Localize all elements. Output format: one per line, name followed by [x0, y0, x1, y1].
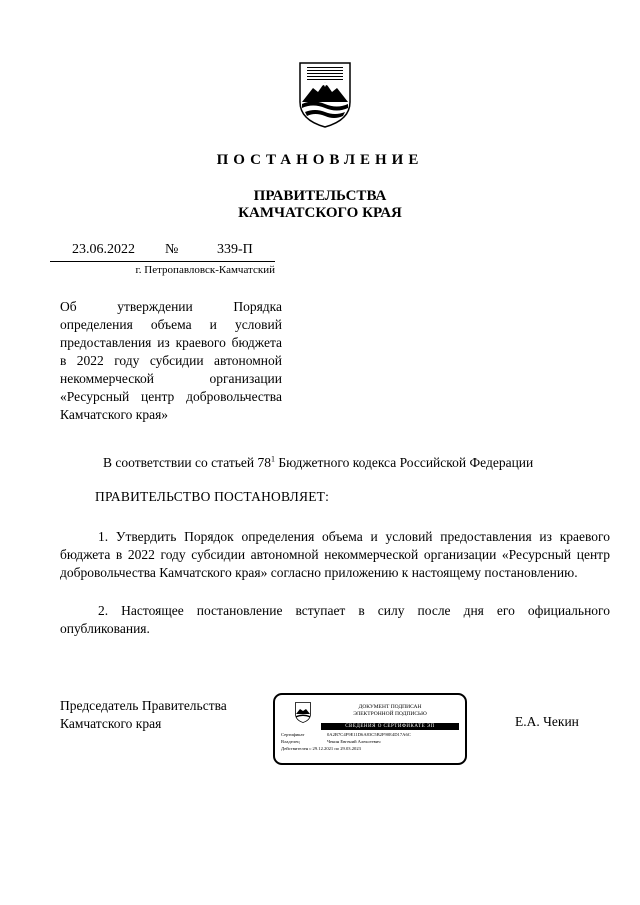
document-subject: Об утверждении Порядка определения объема и условий предоставления из краевого бюджета в 2022 году субсидии автономной некоммерческой организации «Ресурсный центр добровольчества Камчатского края»: [60, 299, 282, 422]
signer-position-line-1: Председатель Правительства: [60, 698, 227, 713]
e-signature-stamp: [273, 693, 467, 765]
stamp-certificate-header: СВЕДЕНИЯ О СЕРТИФИКАТЕ ЭП: [321, 723, 459, 730]
stamp-caption-line-2: ЭЛЕКТРОННОЙ ПОДПИСЬЮ: [353, 711, 427, 717]
legal-basis-text: В соответствии со статьей 78: [103, 455, 271, 470]
legal-basis-text-end: Бюджетного кодекса Российской Федерации: [275, 455, 534, 470]
registration-rule: [50, 261, 275, 262]
number-sign: №: [165, 242, 179, 257]
stamp-emblem-icon: [295, 702, 311, 723]
stamp-validity-row: [281, 746, 361, 751]
kamchatka-emblem-icon: [299, 62, 351, 128]
stamp-row-label: Сертификат: [281, 732, 305, 737]
document-number: 339-П: [217, 242, 253, 257]
stamp-row-value: Чекин Евгений Алексеевич: [327, 739, 381, 744]
stamp-certificate-row: [281, 732, 411, 737]
stamp-caption-line-1: ДОКУМЕНТ ПОДПИСАН: [358, 704, 422, 710]
signer-position-line-2: Камчатского края: [60, 716, 162, 731]
legal-basis: [103, 455, 533, 471]
issue-place: г. Петропавловск-Камчатский: [135, 264, 275, 276]
issuer-line-1: ПРАВИТЕЛЬСТВА: [253, 188, 387, 204]
stamp-row-label: Владелец: [281, 739, 300, 744]
document-type: ПОСТАНОВЛЕНИЕ: [216, 152, 424, 168]
article-superscript: 1: [271, 454, 275, 464]
document-date: 23.06.2022: [72, 242, 135, 257]
decree-item-2: 2. Настоящее постановление вступает в силу после дня его официального опубликования.: [60, 603, 610, 636]
issuer-line-2: КАМЧАТСКОГО КРАЯ: [238, 205, 402, 221]
signer-position: [60, 697, 227, 733]
stamp-row-label: Действителен с 29.12.2021 по 29.03.2023: [281, 746, 361, 751]
stamp-owner-row: [281, 739, 381, 744]
signer-name: Е.А. Чекин: [515, 714, 579, 729]
decree-item-1: 1. Утвердить Порядок определения объема и условий предоставления из краевого бюджета в 2022 году субсидии автономной некоммерческой организации «Ресурсный центр добровольчества Камчатского края» согласно приложению к настоящему постановлению.: [60, 529, 610, 580]
decree-intro: ПРАВИТЕЛЬСТВО ПОСТАНОВЛЯЕТ:: [95, 489, 330, 504]
stamp-row-value: 0A2B7C4F9E11D6A83C5B2F90E4D17A6C: [327, 732, 411, 737]
